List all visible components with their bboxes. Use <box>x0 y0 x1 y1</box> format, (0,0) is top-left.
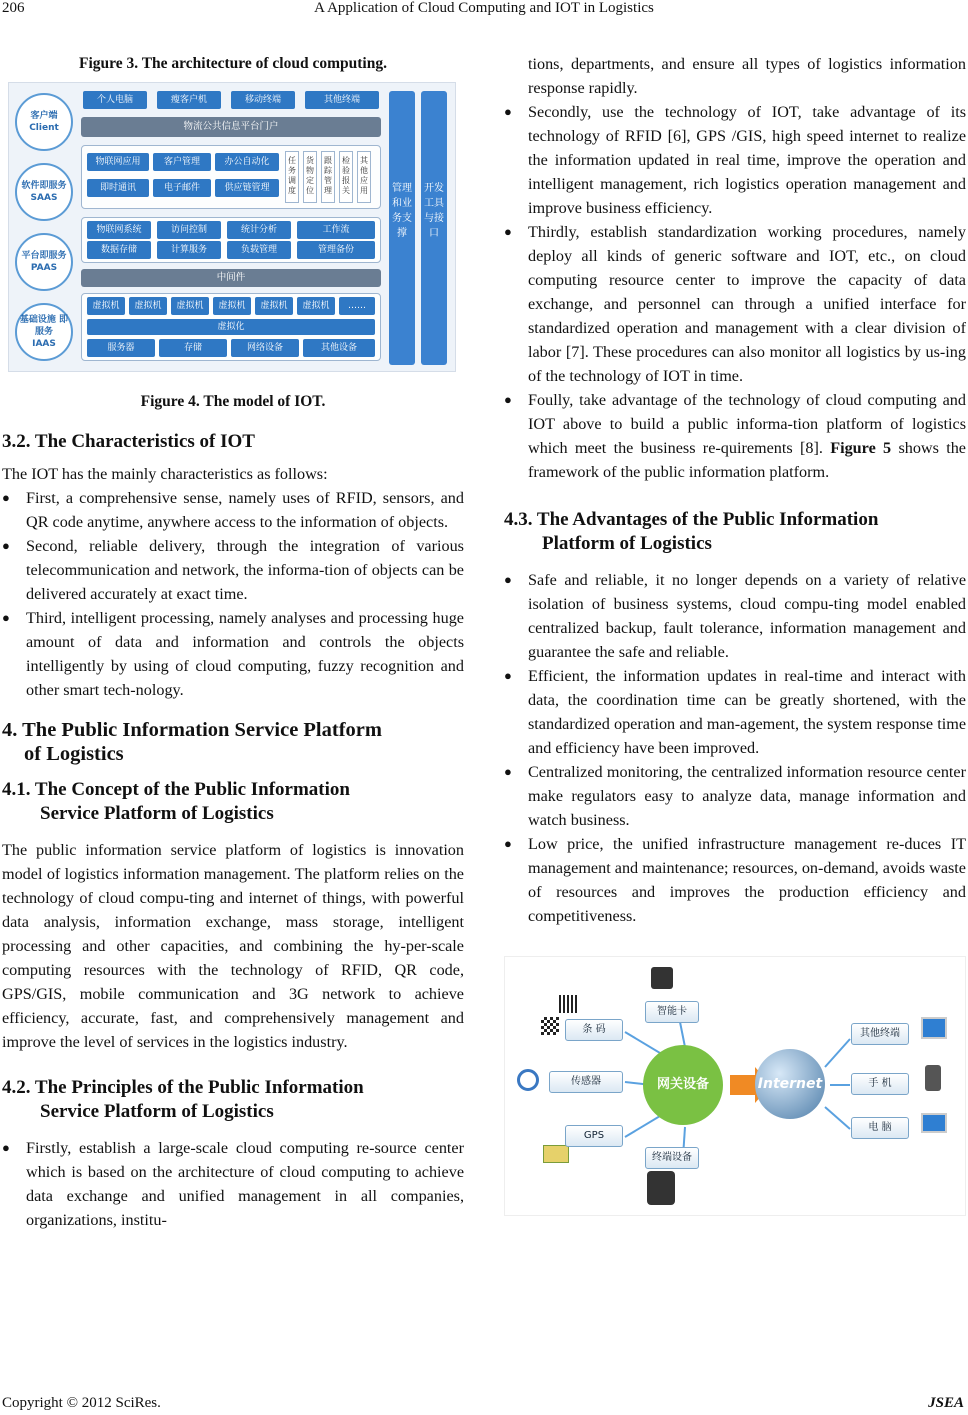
bullet-item: ● Efficient, the information updates in real-time and interact with data, the coordination time can be greatly shortened, with the standardized operation and man-agement, the system response time and efficiency have been improved. <box>504 667 966 757</box>
saas-small-cell: 其他应用 <box>357 151 371 203</box>
paas-cell: 工作流 <box>297 221 375 239</box>
hw-cell: 服务器 <box>87 339 155 357</box>
framework-input-barcode: 条 码 <box>565 1019 623 1041</box>
client-cell: 瘦客户机 <box>157 91 221 109</box>
framework-terminal: 终端设备 <box>645 1147 699 1169</box>
vm-cell: 虚拟机 <box>297 297 335 315</box>
framework-smartcard: 智能卡 <box>645 1001 699 1023</box>
bullet-item: ● Low price, the unified infrastructure management re-duces IT management and maintenance; resources, on-demand, avoids waste of resources and improves the production efficiency and competitiveness. <box>504 835 966 925</box>
framework-output-computer: 电 脑 <box>851 1117 909 1139</box>
saas-cell: 客户管理 <box>153 153 211 171</box>
client-cell: 移动终端 <box>231 91 295 109</box>
bullet-item: ● Third, intelligent processing, namely analyses and processing huge amount of data and information and controls the objects intelligently by using of cloud computing, fuzzy recognition and other smart tech-nology. <box>2 609 464 699</box>
left-column <box>2 52 464 1232</box>
section-4-1-paragraph: The public information service platform of logistics is innovation model of logistics information management. The platform relies on the technology of cloud compu-ting and internet of things, with powerful data analysis, information exchange, mass storage, intelligent processing and other capacities, and combining the hy-per-scale computing resources with the technology of RFID, QR code, GPS/GIS, mobile communication and 3G network to achieve efficiency, accurate, fast, and comprehensively management and improve the level of services in the logistics industry. <box>2 841 464 1051</box>
paas-cell: 统计分析 <box>227 221 291 239</box>
vm-cell: 虚拟机 <box>213 297 251 315</box>
arch-label-paas: 平台即服务 PAAS <box>15 233 73 291</box>
map-icon <box>543 1145 569 1163</box>
cloud-architecture-diagram <box>8 82 456 372</box>
journal-name: JSEA <box>928 1395 964 1411</box>
platform-framework-diagram <box>504 956 966 1216</box>
saas-cell: 物联网应用 <box>87 153 149 171</box>
copyright-text: Copyright © 2012 SciRes. <box>2 1395 161 1411</box>
bullet-item: ● Second, reliable delivery, through the integration of various telecommunication and network, the informa-tion of objects can be delivered accurately at exact time. <box>2 537 464 603</box>
middleware-bar: 中间件 <box>81 269 381 287</box>
saas-cell: 即时通讯 <box>87 179 149 197</box>
figure3-caption: Figure 3. The architecture of cloud computing. <box>79 55 387 72</box>
saas-small-cell: 货物定位 <box>303 151 317 203</box>
vm-cell: …… <box>339 297 375 315</box>
bullet-item: ● Secondly, use the technology of IOT, take advantage of its technology of RFID [6], GPS /GIS, high speed internet to realize the information updated in real time, improve the operation and intelligent management, rich logistics operation management and improve business efficiency. <box>504 103 966 217</box>
vm-cell: 虚拟机 <box>255 297 293 315</box>
saas-cell: 办公自动化 <box>215 153 279 171</box>
arch-label-client: 客户端 Client <box>15 93 73 151</box>
hw-cell: 其他设备 <box>303 339 375 357</box>
devtools-column: 开发工具与接口 <box>421 91 447 365</box>
bullet-item: ● Thirdly, establish standardization working procedures, namely deploy all kinds of generic software and IOT, etc., on cloud computing resource center to improve the capacity of data exchange, and personnel can through a unified interface for standardized operation and management with a clear division of labor [7]. These procedures can also monitor all logistics by us-ing of the technology of IOT in time. <box>504 223 966 385</box>
phone-icon <box>925 1065 941 1091</box>
figure4-caption: Figure 4. The model of IOT. <box>140 393 326 410</box>
virtualization-bar: 虚拟化 <box>87 319 375 335</box>
hw-cell: 存储 <box>159 339 227 357</box>
bullet-item: ● Firstly, establish a large-scale cloud computing re-source center which is based on the architecture of cloud computing to achieve data exchange and unified management in all companies, organizations, institu- <box>2 1139 464 1229</box>
saas-small-cell: 检验报关 <box>339 151 353 203</box>
paas-cell: 物联网系统 <box>87 221 151 239</box>
paas-cell: 数据存储 <box>87 241 151 259</box>
qrcode-icon <box>541 1017 559 1035</box>
vm-cell: 虚拟机 <box>171 297 209 315</box>
bullet-item: ● Centralized monitoring, the centralized information resource center make regulators easy to analyze data, manage information and watch business. <box>504 763 966 829</box>
paas-cell: 计算服务 <box>157 241 221 259</box>
right-column <box>504 52 966 1216</box>
arch-label-saas: 软件即服务 SAAS <box>15 163 73 221</box>
running-title: A Application of Cloud Computing and IOT in Logistics <box>314 0 654 16</box>
framework-gateway: 网关设备 <box>643 1045 723 1125</box>
vm-cell: 虚拟机 <box>129 297 167 315</box>
paas-cell: 管理备份 <box>297 241 375 259</box>
framework-output-phone: 手 机 <box>851 1073 909 1095</box>
section-4-heading: 4. The Public Information Service Platform of Logistics <box>2 719 382 765</box>
sensor-icon <box>517 1069 539 1091</box>
saas-cell: 电子邮件 <box>153 179 211 197</box>
client-cell: 其他终端 <box>305 91 379 109</box>
saas-small-cell: 跟踪管理 <box>321 151 335 203</box>
framework-input-gps: GPS <box>565 1125 623 1147</box>
saas-small-cell: 任务调度 <box>285 151 299 203</box>
barcode-icon <box>559 995 579 1013</box>
terminal-device-icon <box>647 1171 675 1205</box>
paas-cell: 访问控制 <box>157 221 221 239</box>
section-4-3-heading: 4.3. The Advantages of the Public Information Platform of Logistics <box>504 509 879 554</box>
framework-input-sensor: 传感器 <box>549 1071 623 1093</box>
chip-icon <box>651 967 673 989</box>
globe-icon: Internet <box>755 1049 825 1119</box>
section-3-2-heading: 3.2. The Characteristics of IOT <box>2 431 255 452</box>
saas-cell: 供应链管理 <box>215 179 279 197</box>
laptop-icon <box>921 1113 947 1133</box>
bullet-item: ● First, a comprehensive sense, namely uses of RFID, sensors, and QR code anytime, anywhere access to the information of objects. <box>2 489 464 531</box>
portal-bar: 物流公共信息平台门户 <box>81 117 381 137</box>
hw-cell: 网络设备 <box>231 339 299 357</box>
monitor-icon <box>921 1017 947 1039</box>
paas-cell: 负载管理 <box>227 241 291 259</box>
section-4-2-heading: 4.2. The Principles of the Public Information Service Platform of Logistics <box>2 1077 364 1122</box>
bullet-item: ● Foully, take advantage of the technology of cloud computing and IOT above to build a public informa-tion platform of logistics which meet the business re-quirements [8]. Figure 5 shows the framework of the public information platform. <box>504 391 966 481</box>
page-number: 206 <box>2 0 25 16</box>
figure5-ref[interactable]: Figure 5 <box>830 439 892 457</box>
framework-output-other: 其他终端 <box>851 1023 909 1045</box>
section-4-1-heading: 4.1. The Concept of the Public Information Service Platform of Logistics <box>2 779 350 824</box>
section-3-2-intro: The IOT has the mainly characteristics as follows: <box>2 465 328 483</box>
bullet-continuation: tions, departments, and ensure all types of logistics information response rapidly. <box>528 55 966 97</box>
bullet-item: ● Safe and reliable, it no longer depends on a variety of relative isolation of business systems, cloud compu-ting model enabled centralized backup, fault tolerance, information management and guarantee the safe and reliable. <box>504 571 966 661</box>
management-column: 管理和业务支撑 <box>389 91 415 365</box>
vm-cell: 虚拟机 <box>87 297 125 315</box>
page-header <box>0 0 968 20</box>
arch-label-iaas: 基础设施 即服务 IAAS <box>15 303 73 361</box>
client-cell: 个人电脑 <box>83 91 147 109</box>
